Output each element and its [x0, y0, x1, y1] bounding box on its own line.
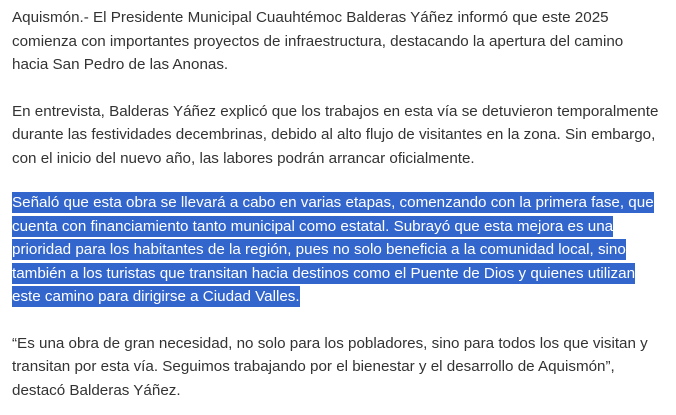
article-paragraph: En entrevista, Balderas Yáñez explicó que los trabajos en esta vía se detuvieron temporalmente durante las festividades decembrinas, debido al alto flujo de visitantes en la zona. Sin embargo, con el inicio del nuevo año, las labores podrán arrancar oficialmente.	[12, 102, 659, 167]
article-paragraph: Aquismón.- El Presidente Municipal Cuauhtémoc Balderas Yáñez informó que este 2025 comienza con importantes proyectos de infraestructura, destacando la apertura del camino hacia San Pedro de las Anonas.	[12, 9, 624, 73]
article-body	[12, 6, 662, 402]
selected-paragraph[interactable]	[12, 191, 662, 309]
quote-paragraph: “Es una obra de gran necesidad, no solo para los pobladores, sino para todos los que visitan y transitan por esta vía. Seguimos trabajando por el bienestar y el desarrollo de Aquismón”, destacó Balderas Yáñez.	[12, 334, 648, 399]
text-selection-highlight[interactable]: Señaló que esta obra se llevará a cabo en varias etapas, comenzando con la primera fase, que cuenta con financiamiento tanto municipal como estatal. Subrayó que esta mejora es una prioridad para los habitantes de la región, pues no solo beneficia a la comunidad local, sino también a los turistas que transitan hacia destinos como el Puente de Dios y quienes utilizan este camino para dirigirse a Ciudad Valles.	[12, 194, 654, 305]
